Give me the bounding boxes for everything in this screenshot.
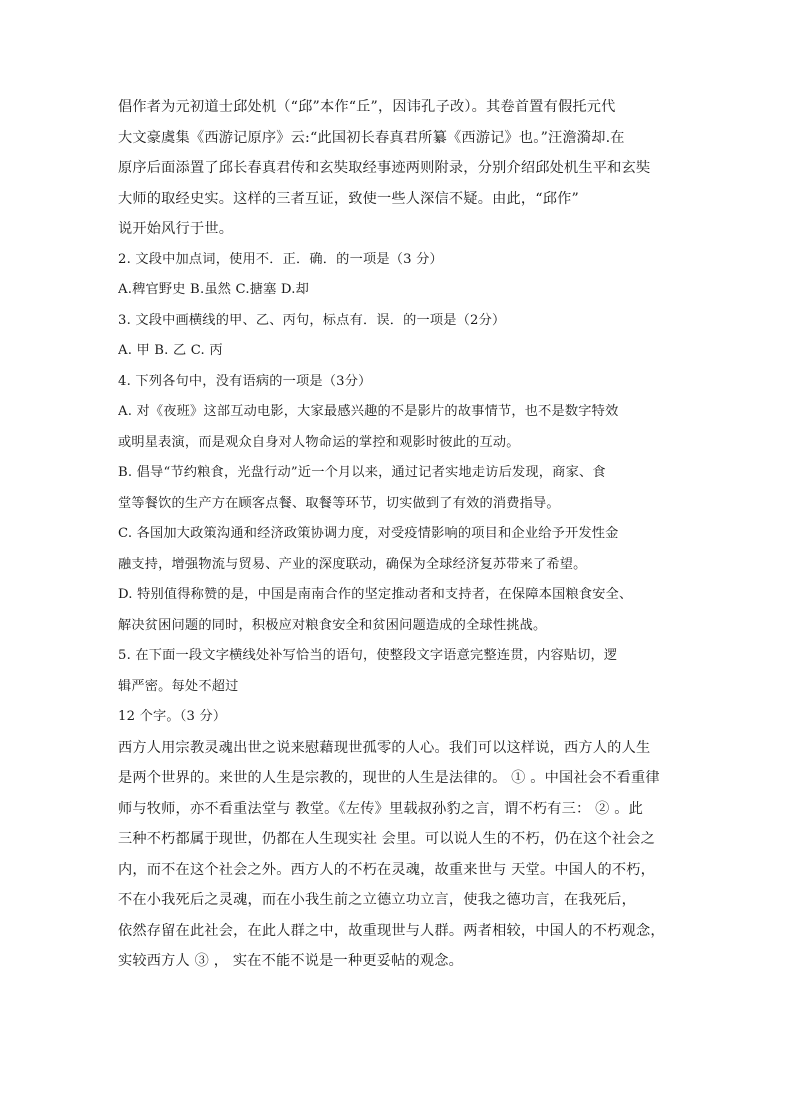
- passage-line: 实较西方人 ③ ， 实在不能不说是一种更妥帖的观念。: [118, 953, 464, 969]
- option-c-line-2: 融支持，增强物流与贸易、产业的深度联动，确保为全球经济复苏带来了希望。: [118, 556, 587, 572]
- question-2-options: A.稗官野史 B.虽然 C.搪塞 D.却: [118, 282, 309, 297]
- passage-line: 西方人用宗教灵魂出世之说来慰藉现世孤零的人心。我们可以这样说，西方人的人生: [118, 739, 651, 756]
- option-b-line-2: 堂等餐饮的生产方在顾客点餐、取餐等环节，切实做到了有效的消费指导。: [118, 495, 560, 511]
- option-a-line-1: A. 对《夜班》这部互动电影，大家最感兴趣的不是影片的故事情节，也不是数字特效: [118, 404, 619, 419]
- text-line: 倡作者为元初道士邱处机（“邱”本作“丘”，因讳孔子改）。其卷首置有假托元代: [118, 99, 616, 115]
- text-line: 大师的取经史实。这样的三者互证，致使一些人深信不疑。由此，“邱作”: [118, 190, 579, 207]
- option-d-line-2: 解决贫困问题的同时，积极应对粮食安全和贫困问题造成的全球性挑战。: [118, 617, 547, 633]
- text-line: 说开始风行于世。: [118, 221, 234, 237]
- option-a-line-2: 或明星表演，而是观众自身对人物命运的掌控和观影时彼此的互动。: [118, 434, 520, 450]
- question-2: 2. 文段中加点词，使用不．正．确．的一项是（3 分）: [118, 251, 443, 267]
- passage-line: 三种不朽都属于现世，仍都在人生现实社 会里。可以说人生的不朽，仍在这个社会之: [118, 831, 656, 847]
- passage-line: 依然存留在此社会，在此人群之中，故重现世与人群。两者相较，中国人的不朽观念，: [118, 922, 665, 939]
- document-page: [118, 92, 678, 977]
- question-3: 3. 文段中画横线的甲、乙、丙句，标点有．误．的一项是（2分）: [118, 312, 506, 328]
- question-4: 4. 下列各句中，没有语病的一项是（3分）: [118, 373, 372, 389]
- passage-line: 不在小我死后之灵魂，而在小我生前之立德立功立言，使我之德功言，在我死后，: [118, 892, 636, 908]
- option-c-line-1: C. 各国加大政策沟通和经济政策协调力度，对受疫情影响的项目和企业给予开发性金: [118, 526, 619, 541]
- passage-line: 是两个世界的。来世的人生是宗教的，现世的人生是法律的。 ① 。中国社会不看重律: [118, 770, 660, 786]
- text-line: 原序后面添置了邱长春真君传和玄奘取经事迹两则附录，分别介绍邱处机生平和玄奘: [118, 160, 651, 176]
- passage-line: 师与牧师，亦不看重法堂与 教堂。《左传》里载叔孙豹之言，谓不朽有三： ② 。此: [118, 800, 643, 817]
- option-b-line-1: B. 倡导“节约粮食，光盘行动”近一个月以来，通过记者实地走访后发现，商家、食: [118, 465, 606, 480]
- question-5-line-1: 5. 在下面一段文字横线处补写恰当的语句，使整段文字语意完整连贯，内容贴切，逻: [118, 648, 618, 663]
- question-5-line-3: 12 个字。（3 分）: [118, 709, 227, 724]
- text-line: 大文豪虞集《西游记原序》云:“此国初长春真君所纂《西游记》也。”汪澹漪却.在: [118, 129, 625, 146]
- question-5-line-2: 辑严密。每处不超过: [118, 678, 239, 694]
- question-3-options: A. 甲 B. 乙 C. 丙: [118, 343, 223, 358]
- option-d-line-1: D. 特别值得称赞的是，中国是南南合作的坚定推动者和支持者，在保障本国粮食安全、: [118, 587, 633, 602]
- passage-line: 内，而不在这个社会之外。西方人的不朽在灵魂，故重来世与 天堂。中国人的不朽，: [118, 861, 656, 878]
